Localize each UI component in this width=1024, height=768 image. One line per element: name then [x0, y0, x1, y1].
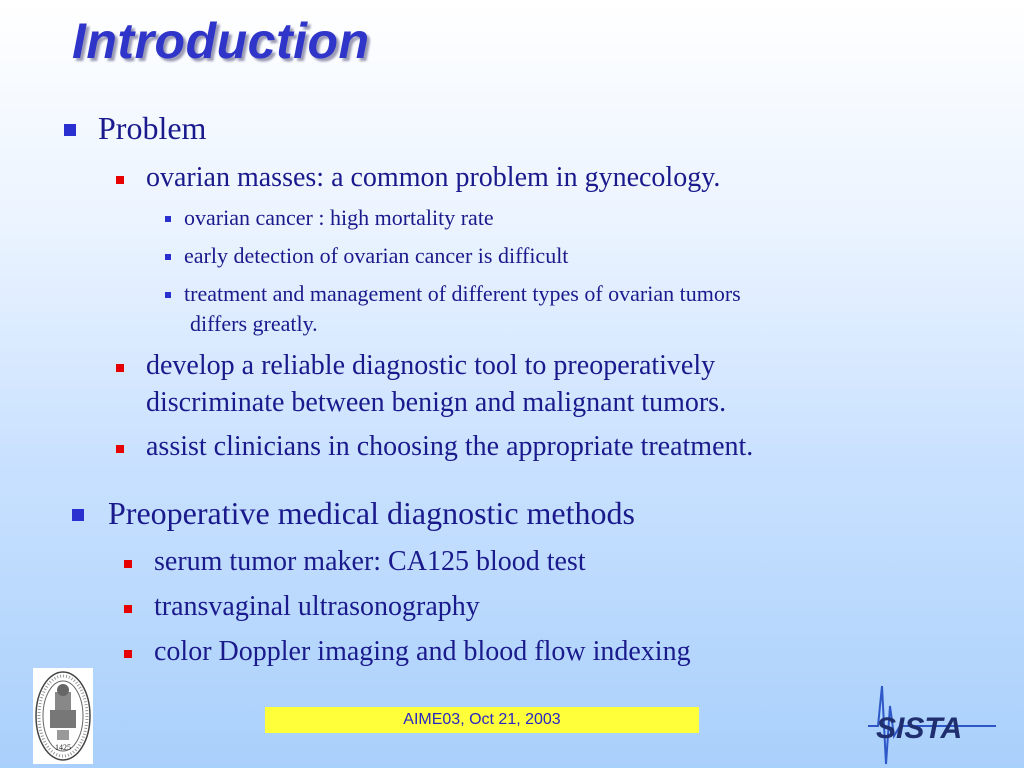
bullet-text: ovarian cancer : high mortality rate: [184, 205, 494, 230]
square-bullet-icon: [64, 124, 76, 136]
bullet-text: Preoperative medical diagnostic methods: [108, 495, 635, 531]
subbullet-ovarian-masses: [116, 160, 720, 196]
subsub-bullet-detection: [165, 241, 568, 271]
square-bullet-icon: [72, 509, 84, 521]
bullet-preoperative-methods: [72, 495, 635, 531]
bullet-text-continuation: discriminate between benign and malignant tumors.: [146, 387, 727, 418]
bullet-text-continuation: differs greatly.: [190, 311, 318, 336]
subbullet-ultrasonography: [124, 589, 480, 625]
bullet-text: ovarian masses: a common problem in gynecology.: [146, 162, 721, 193]
subbullet-assist-clinicians: [116, 429, 753, 465]
square-bullet-icon: [124, 650, 132, 658]
slide-title: Introduction: [72, 13, 370, 69]
square-bullet-icon: [116, 445, 124, 453]
square-bullet-icon: [165, 216, 171, 222]
university-seal-icon: [33, 668, 93, 764]
bullet-text: early detection of ovarian cancer is difficult: [184, 243, 569, 268]
seal-year: 1425: [55, 743, 71, 752]
footer-conference-label: AIME03, Oct 21, 2003: [265, 707, 699, 733]
square-bullet-icon: [116, 176, 124, 184]
bullet-text: color Doppler imaging and blood flow indexing: [154, 636, 691, 667]
subbullet-serum: [124, 544, 586, 580]
square-bullet-icon: [165, 292, 171, 298]
sista-logo-icon: [868, 676, 998, 768]
square-bullet-icon: [116, 364, 124, 372]
bullet-text: treatment and management of different types of ovarian tumors: [184, 281, 741, 306]
bullet-problem: [64, 110, 206, 146]
subsub-bullet-treatment: [165, 279, 741, 309]
bullet-text: serum tumor maker: CA125 blood test: [154, 546, 586, 577]
bullet-text: develop a reliable diagnostic tool to preoperatively: [146, 350, 716, 381]
square-bullet-icon: [124, 560, 132, 568]
subsub-bullet-mortality: [165, 203, 494, 233]
subbullet-develop-tool: [116, 348, 715, 384]
square-bullet-icon: [165, 254, 171, 260]
bullet-text: assist clinicians in choosing the appropriate treatment.: [146, 431, 754, 462]
bullet-text: transvaginal ultrasonography: [154, 591, 480, 622]
sista-logo-text: SISTA: [876, 712, 963, 745]
square-bullet-icon: [124, 605, 132, 613]
subbullet-doppler: [124, 634, 691, 670]
bullet-text: Problem: [98, 110, 207, 146]
